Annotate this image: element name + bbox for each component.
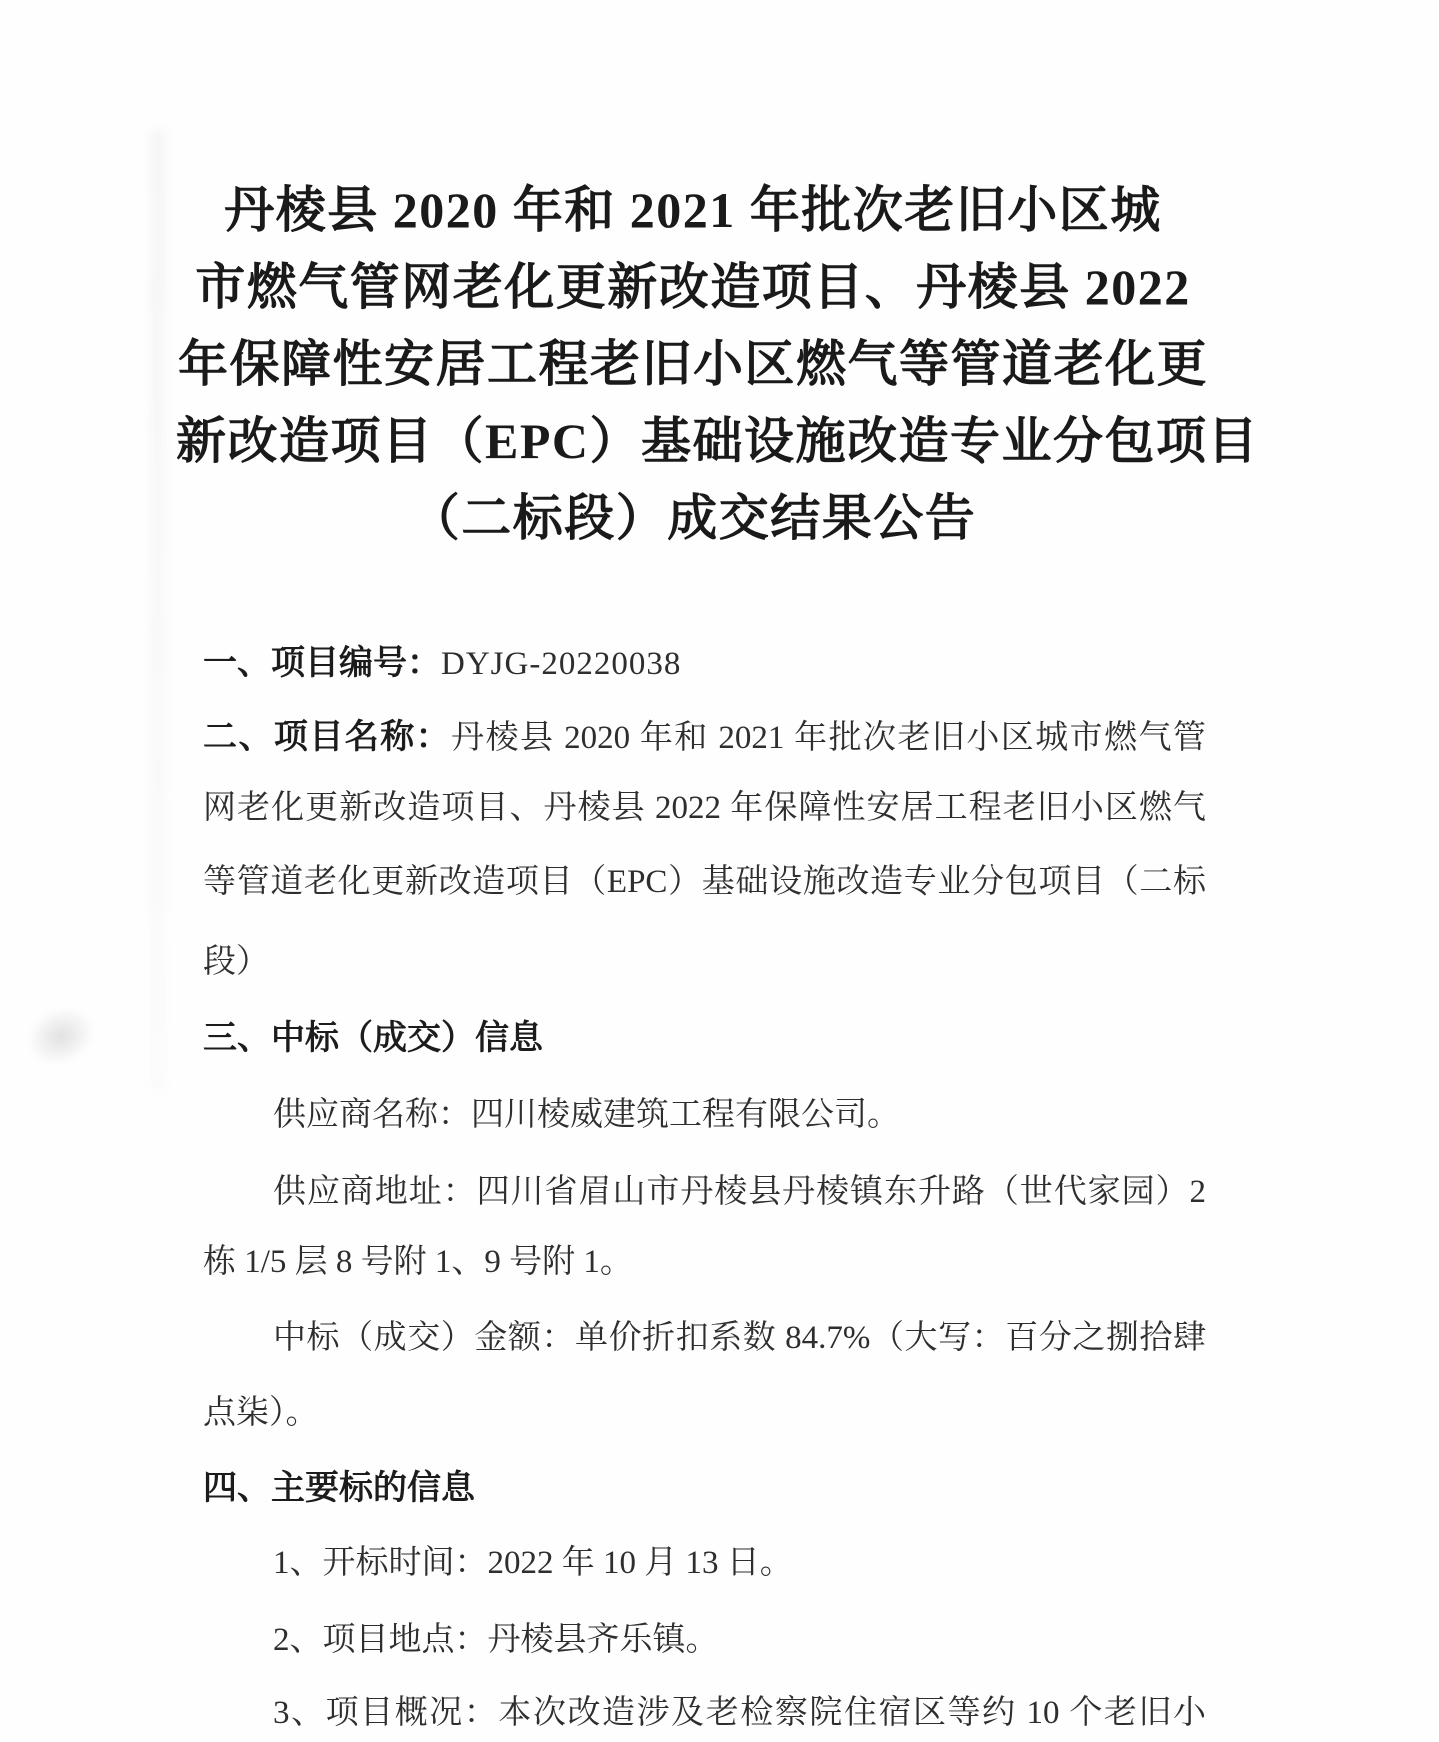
bid-opening-time-line: 1、开标时间：2022 年 10 月 13 日。 (273, 1545, 793, 1581)
supplier-name-line: 供应商名称：四川棱威建筑工程有限公司。 (273, 1097, 900, 1133)
project-location-line: 2、项目地点：丹棱县齐乐镇。 (273, 1622, 719, 1658)
title-line: 新改造项目（EPC）基础设施改造专业分包项目 (176, 413, 1259, 469)
supplier-address-line-2: 栋 1/5 层 8 号附 1、9 号附 1。 (203, 1244, 633, 1280)
section-heading-project-number (203, 641, 1206, 686)
title-line: （二标段）成交结果公告 (409, 490, 977, 546)
scan-band-artifact (150, 130, 166, 1090)
project-name-text-line-1: 丹棱县 2020 年和 2021 年批次老旧小区城市燃气管 (451, 720, 1207, 756)
project-name-text-line-3: 等管道老化更新改造项目（EPC）基础设施改造专业分包项目（二标 (203, 864, 1206, 900)
supplier-address-line-1: 供应商地址：四川省眉山市丹棱县丹棱镇东升路（世代家园）2 (273, 1174, 1206, 1210)
title-line: 丹棱县 2020 年和 2021 年批次老旧小区城 (224, 182, 1162, 238)
award-amount-line-2: 点柒）。 (203, 1395, 319, 1431)
title-line: 年保障性安居工程老旧小区燃气等管道老化更 (178, 336, 1208, 392)
project-name-label: 二、项目名称： (203, 718, 452, 756)
project-number-label: 一、项目编号： (203, 644, 441, 682)
project-name-text-line-2: 网老化更新改造项目、丹棱县 2022 年保障性安居工程老旧小区燃气 (203, 790, 1206, 826)
scan-smudge-artifact (18, 996, 105, 1076)
section-heading-subject-info: 四、主要标的信息 (203, 1469, 475, 1507)
section-heading-award-info: 三、中标（成交）信息 (203, 1019, 543, 1057)
title-line: 市燃气管网老化更新改造项目、丹棱县 2022 (195, 259, 1191, 315)
document-title (176, 172, 1259, 557)
award-amount-line-1: 中标（成交）金额：单价折扣系数 84.7%（大写：百分之捌拾肆 (273, 1320, 1206, 1356)
section-heading-project-name (203, 715, 1206, 760)
project-number-value: DYJG-20220038 (441, 646, 682, 682)
project-overview-line: 3、项目概况：本次改造涉及老检察院住宿区等约 10 个老旧小 (273, 1695, 1206, 1731)
project-name-text-line-4: 段） (203, 944, 269, 980)
